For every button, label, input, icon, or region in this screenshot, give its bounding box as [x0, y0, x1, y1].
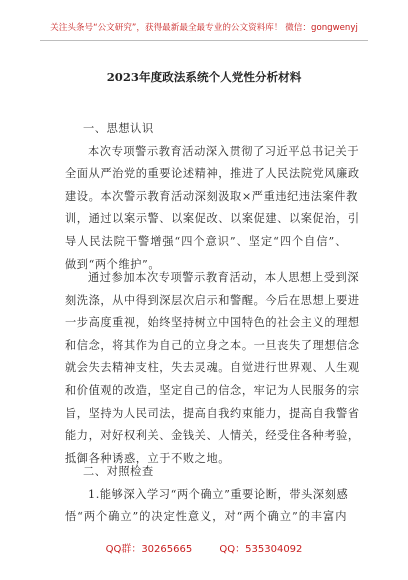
paragraph-line: 做到“两个维护”。 [65, 257, 161, 271]
paragraph-line: 和价值观的改造，坚定自己的信念，牢记为人民服务的宗 [65, 383, 360, 397]
paragraph-line: 本次专项警示教育活动深入贯彻了习近平总书记关于 [88, 144, 360, 158]
paragraph-line: 就会失去精神支柱，失去灵魂。自觉进行世界观、人生观 [65, 361, 360, 375]
paragraph-line: 一步高度重视，始终坚持树立中国特色的社会主义的理想 [65, 316, 360, 330]
paragraph-line: 导人民法院干警增强“四个意识”、坚定“四个自信”、 [65, 234, 347, 248]
section-2 [65, 461, 347, 529]
paragraph-line: 旨，坚持为人民司法，提高自我约束能力，提高自我警省 [65, 406, 360, 420]
paragraph-line: 悟“两个确立”的决定性意义，对“两个确立”的丰富内 [65, 510, 347, 524]
section-heading-thought: 一、思想认识 [83, 122, 154, 135]
paragraph-line: 建设。本次警示教育活动深刻汲取×严重违纪违法案件教 [65, 189, 358, 203]
document-title: 2023年度政法系统个人党性分析材料 [106, 70, 302, 84]
section-heading-check: 二、对照检查 [83, 465, 154, 478]
qq-group-number: QQ群：30265665 [105, 544, 193, 555]
qq-number: QQ：535304092 [219, 544, 303, 555]
paragraph-line: 全面从严治党的重要论述精神，推进了人民法院党风廉政 [65, 167, 360, 181]
paragraph-line: 1.能够深入学习“两个确立”重要论断，带头深刻感 [88, 487, 349, 501]
paragraph-line: 通过参加本次专项警示教育活动，本人思想上受到深 [88, 271, 360, 284]
section-1 [65, 118, 360, 276]
header-divider [40, 40, 368, 41]
paragraph-line: 刻洗涤，从中得到深层次启示和警醒。今后在思想上要进 [65, 293, 360, 307]
paragraph-2 [65, 267, 360, 470]
paragraph-line: 训，通过以案示警、以案促改、以案促建、以案促治，引 [65, 212, 360, 226]
paragraph-line: 抵御各种诱惑，立于不败之地。 [65, 451, 231, 465]
header-banner: 关注头条号“公文研究”，获得最新最全最专业的公文资料库！ 微信：gongwenyj [50, 23, 358, 33]
paragraph-line: 能力，对好权利关、金钱关、人情关，经受住各种考验， [65, 429, 360, 443]
footer-contact [0, 543, 408, 557]
paragraph-line: 和信念，将其作为自己的立身之本。一旦丧失了理想信念 [65, 338, 360, 352]
